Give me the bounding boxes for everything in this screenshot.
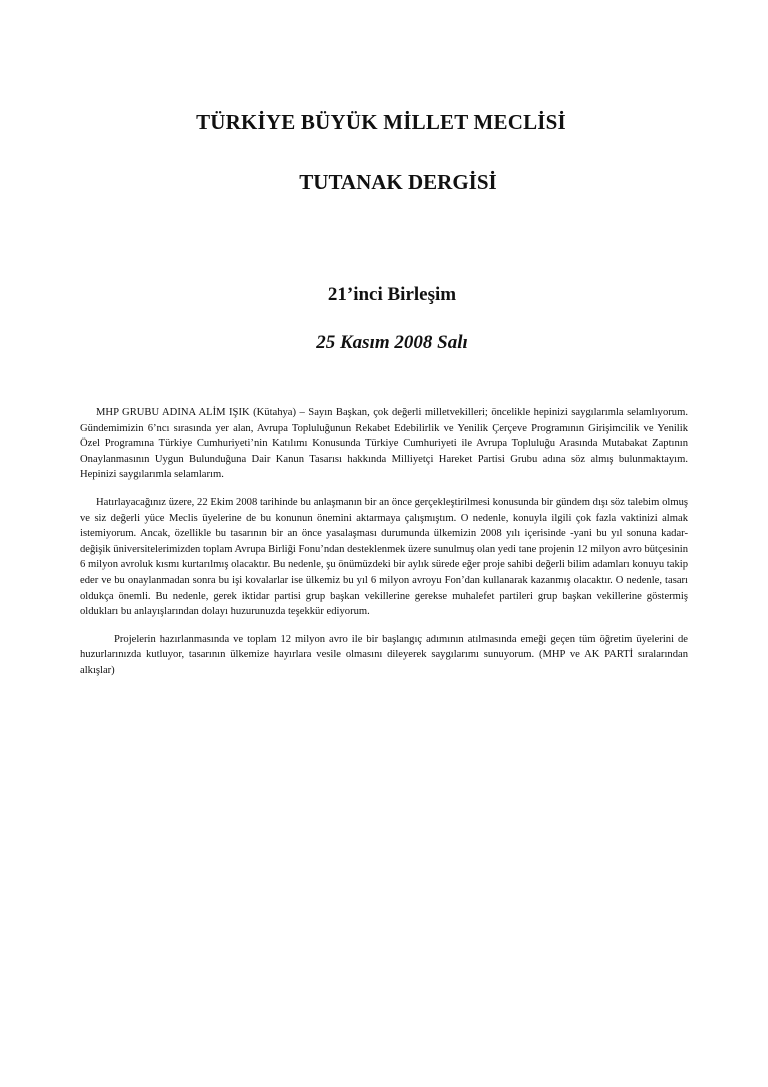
session-date: 25 Kasım 2008 Salı	[316, 332, 468, 353]
speech-body	[80, 405, 688, 691]
speech-paragraph-3: Projelerin hazırlanmasında ve toplam 12 milyon avro ile bir başlangıç adımının atılmasında emeği geçen tüm öğretim üyelerini de huzurlarınızda kutluyor, tasarının ülkemize hayırlara vesile olmasını dileyerek saygılarımı sunuyorum. (MHP ve AK PARTİ sıralarından alkışlar)	[80, 633, 688, 676]
speech-paragraph-1: MHP GRUBU ADINA ALİM IŞIK (Kütahya) – Sayın Başkan, çok değerli milletvekilleri; öncelikle hepinizi saygılarımla selamlıyorum. Gündemimizin 6’ncı sırasında yer alan, Avrupa Topluluğunun Rekabet Edebilirlik ve Yenilik Çerçeve Programının Girişimcilik ve Yenilik Özel Programına Türkiye Cumhuriyeti’nin Katılımı Konusunda Türkiye Cumhuriyeti ile Avrupa Topluluğu Arasında Mutabakat Zaptının Onaylanmasının Uygun Bulunduğuna Dair Kanun Tasarısı hakkında Milliyetçi Hareket Partisi Grubu adına söz almış bulunmaktayım. Hepinizi saygılarımla selamlarım.	[80, 407, 688, 481]
document-title: TÜRKİYE BÜYÜK MİLLET MECLİSİ	[196, 110, 566, 134]
speech-paragraph-2: Hatırlayacağınız üzere, 22 Ekim 2008 tarihinde bu anlaşmanın bir an önce gerçekleştirilmesi konusunda bir gündem dışı söz talebim olmuş ve siz değerli yüce Meclis üyelerine de bu konunun önemini aktarmaya çalışmıştım. O nedenle, konuyla ilgili çok fazla vaktinizi almak istemiyorum. Ancak, özellikle bu tasarının bir an önce yasalaşması durumunda ülkemizin 2008 yılı içerisinde -yani bu yıl sonuna kadar- değişik üniversitelerimizden toplam Avrupa Birliği Fonu’ndan desteklenmek üzere sunulmuş olan yedi tane projenin 12 milyon avro bütçesinin 6 milyon avroluk kısmı kurtarılmış olacaktır. Bu nedenle, şu önümüzdeki bir aylık sürede eğer proje sahibi değerli bilim adamları konuyu takip eder ve bu onaylanmadan sonra bu işi kovalarlar ise ülkemiz bu yıl 6 milyon avroyu Fon’dan kullanarak kazanmış olacaktır. O nedenle, tasarı oldukça önemli. Bu nedenle, gerek iktidar partisi grup başkan vekillerine gerekse muhalefet partileri grup başkan vekillerine göstermiş oldukları bu anlayışlarından dolayı huzurunuzda teşekkür ediyorum.	[80, 496, 688, 618]
session-number: 21’inci Birleşim	[327, 284, 457, 305]
document-subtitle: TUTANAK DERGİSİ	[299, 170, 497, 194]
